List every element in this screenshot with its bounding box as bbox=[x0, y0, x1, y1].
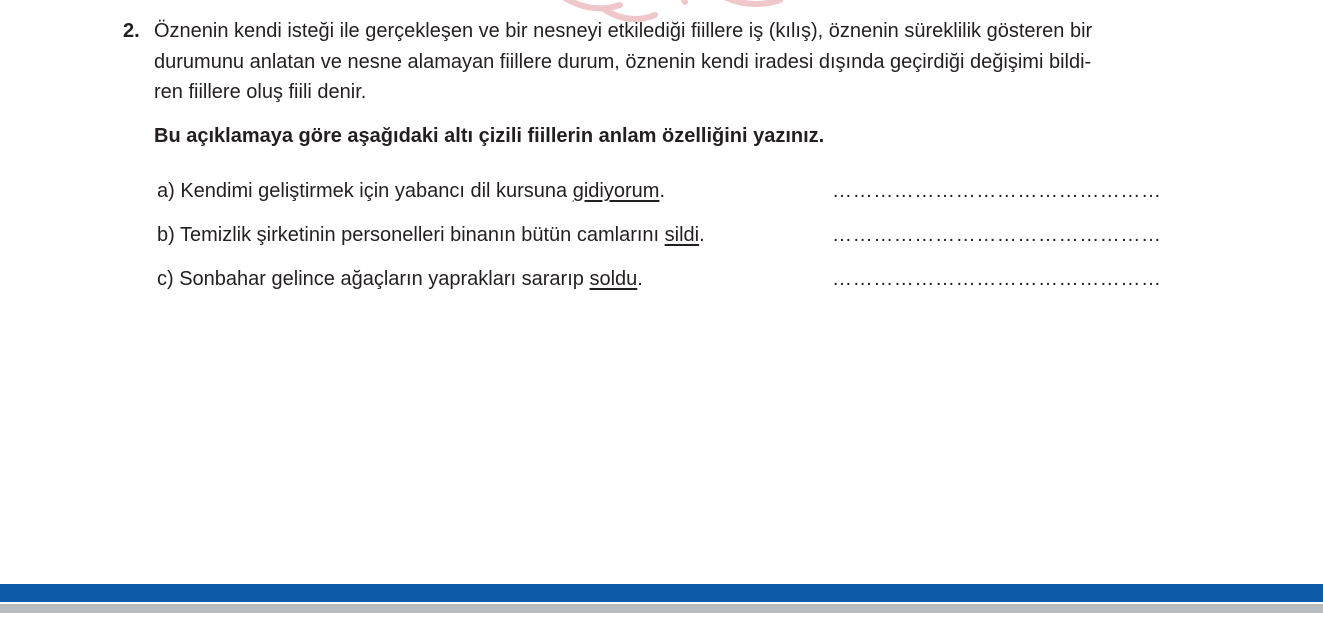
answer-blank[interactable]: ………………………………………… bbox=[832, 268, 1162, 290]
question-instruction: Bu açıklamaya göre aşağıdaki altı çizili fiillerin anlam özelliğini yazınız. bbox=[154, 124, 825, 147]
question-block bbox=[123, 16, 1213, 151]
sub-question-list bbox=[157, 176, 1177, 308]
sub-question-a bbox=[157, 176, 1177, 220]
underlined-verb: sildi bbox=[664, 224, 700, 246]
answer-blank[interactable]: ………………………………………… bbox=[832, 224, 1162, 246]
sub-question-b bbox=[157, 220, 1177, 264]
question-number: 2. bbox=[123, 20, 140, 42]
sub-question-suffix: . bbox=[659, 180, 665, 202]
sub-question-prefix: b) Temizlik şirketinin personelleri binanın bütün camlarını bbox=[157, 224, 665, 246]
sub-question-prefix: a) Kendimi geliştirmek için yabancı dil kursuna bbox=[157, 180, 573, 202]
underlined-verb: gidiyorum bbox=[572, 180, 660, 202]
sub-question-prefix: c) Sonbahar gelince ağaçların yaprakları sararıp bbox=[157, 268, 590, 290]
sub-question-c bbox=[157, 264, 1177, 308]
question-text: Öznenin kendi isteği ile gerçekleşen ve bir nesneyi etkilediği fiillere iş (kılış), öznenin süreklilik gösteren bir durumunu anlatan ve nesne alamayan fiillere durum, öznenin kendi iradesi dışında geçirdiği değişimi bildi- ren fiillere oluş fiili denir. bbox=[154, 20, 1093, 103]
sub-question-text bbox=[157, 220, 705, 250]
sub-question-text bbox=[157, 264, 643, 294]
footer-blue-bar bbox=[0, 584, 1323, 602]
answer-blank[interactable]: ………………………………………… bbox=[832, 180, 1162, 202]
sub-question-suffix: . bbox=[637, 268, 643, 290]
underlined-verb: soldu bbox=[589, 268, 638, 290]
footer-gray-bar bbox=[0, 604, 1323, 613]
sub-question-suffix: . bbox=[699, 224, 705, 246]
sub-question-text bbox=[157, 176, 665, 206]
